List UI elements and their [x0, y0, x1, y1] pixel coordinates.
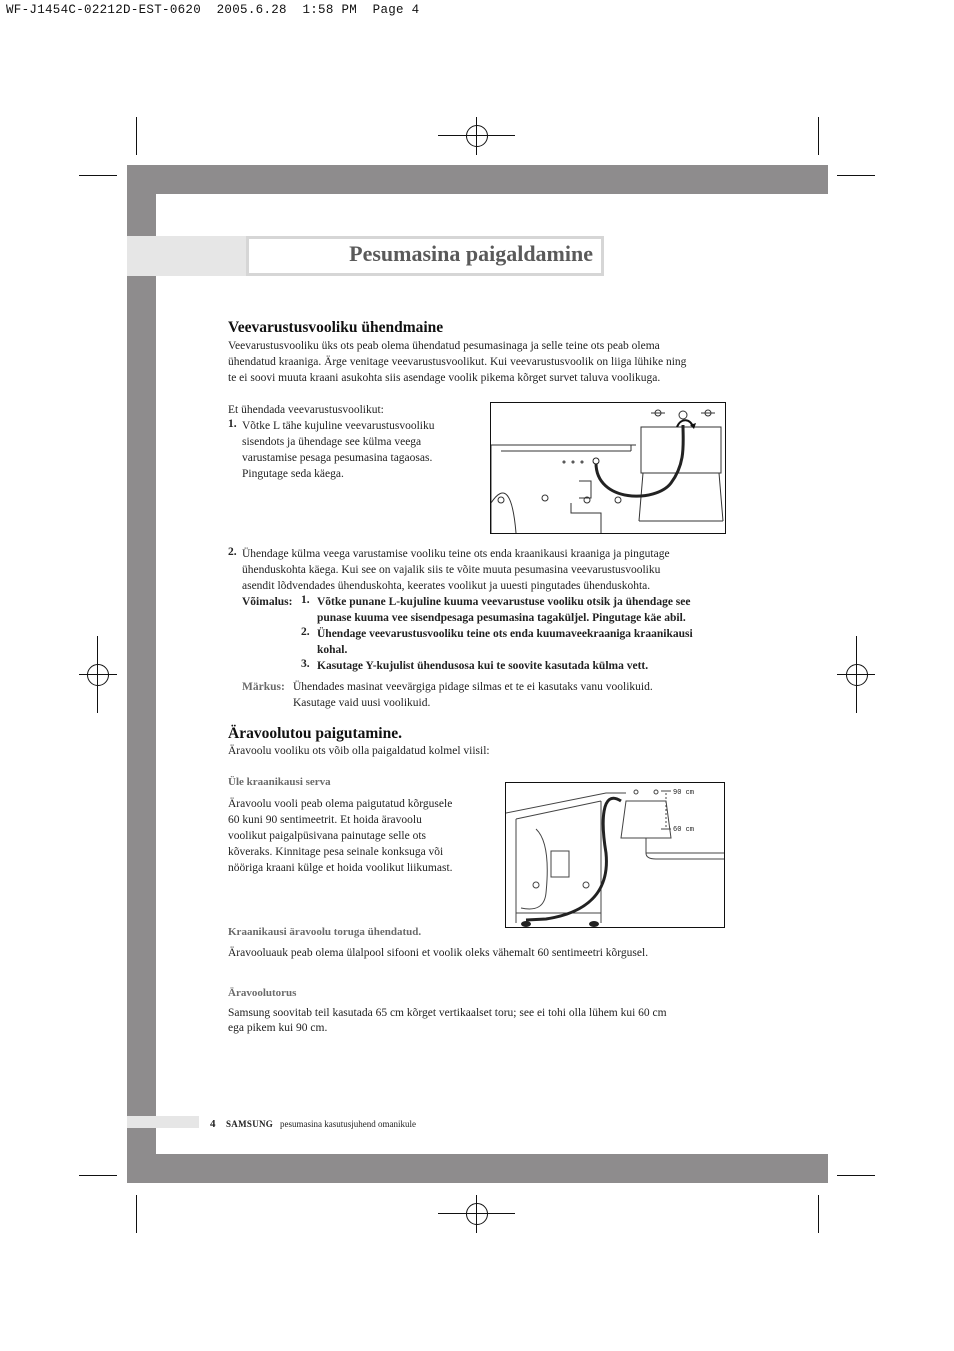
step1-line: varustamise pesaga pesumasina tagaosas.	[242, 452, 433, 464]
drain-hose-figure	[505, 782, 725, 928]
option-line: punase kuuma vee sisendpesaga pesumasina tagaküljel. Pingutage käe abil.	[317, 612, 686, 624]
left-gray-band	[127, 165, 156, 1183]
title-tab	[127, 236, 246, 276]
section-heading-water-supply: Veevarustusvooliku ühendmaine	[228, 319, 444, 336]
footer-text: pesumasina kasutusjuhend omanikule	[280, 1119, 416, 1129]
option-line: Ühendage veevarustusvooliku teine ots enda kuumaveekraaniga kraanikausi	[317, 628, 693, 640]
sub1-line: Äravoolu vooli peab olema paigutatud kõrgusele	[228, 798, 453, 810]
sub1-line: 60 kuni 90 sentimeetrit. Et hoida äravoolu	[228, 814, 422, 826]
page-number: 4	[210, 1118, 216, 1130]
sub1-line: kõveraks. Kinnitage pesa seinale konksuga või	[228, 846, 444, 858]
crop-mark	[79, 175, 117, 176]
crop-mark	[837, 175, 875, 176]
step2-line: Ühendage külma veega varustamise vooliku teine ots enda kraanikausi kraaniga ja pingutage	[242, 548, 670, 560]
crop-mark	[837, 1175, 875, 1176]
page-title: Pesumasina paigaldamine	[349, 241, 593, 266]
step1-line: sisendots ja ühendage see külma veega	[242, 436, 422, 448]
paragraph-line: te ei soovi muuta kraani asukohta siis asendage voolik pikema kõrget survet taluva voolikuga.	[228, 372, 661, 384]
step1-line: Võtke L tähe kujuline veevarustusvooliku	[242, 420, 435, 432]
subheading-drain-pipe: Äravoolutorus	[228, 987, 297, 999]
bottom-gray-band	[127, 1154, 828, 1183]
step1-line: Pingutage seda käega.	[242, 468, 344, 480]
note-label: Märkus:	[242, 681, 285, 693]
sub3-line: Samsung soovitab teil kasutada 65 cm kõrget vertikaalset toru; see ei tohi olla lühem kui 60 cm	[228, 1007, 667, 1019]
registration-circle	[466, 125, 488, 147]
footer-brand: SAMSUNG	[226, 1119, 274, 1129]
top-gray-band	[127, 165, 828, 194]
note-line: Ühendades masinat veevärgiga pidage silmas et te ei kasutaks vanu voolikuid.	[293, 681, 653, 693]
footer-tab	[127, 1116, 199, 1128]
sub1-line: voolikut paigalpüsivana painutage selle ots	[228, 830, 427, 842]
step-number: 1.	[228, 418, 237, 430]
subheading-sink-drain: Kraanikausi äravoolu toruga ühendatud.	[228, 926, 422, 938]
crop-mark	[818, 117, 819, 155]
paragraph-line: Veevarustusvooliku üks ots peab olema ühendatud pesumasinaga ja selle teine ots peab olema	[228, 340, 660, 352]
note-line: Kasutage vaid uusi voolikuid.	[293, 697, 431, 709]
step2-line: ühenduskohta käega. Kui see on vajalik siis te võite muuta pesumasina veevarustusvooliku	[242, 564, 661, 576]
option-label: Võimalus:	[242, 596, 293, 608]
water-hose-figure	[490, 402, 726, 534]
title-box	[246, 236, 604, 276]
section-heading-drain: Äravoolutou paigutamine.	[228, 725, 402, 742]
option-line: Kasutage Y-kujulist ühendusosa kui te soovite kasutada külma vett.	[317, 660, 649, 672]
option-number: 2.	[301, 626, 310, 638]
lead-text: Et ühendada veevarustusvoolikut:	[228, 404, 384, 416]
option-line: Võtke punane L-kujuline kuuma veevarustuse vooliku otsik ja ühendage see	[317, 596, 691, 608]
crop-mark	[136, 1195, 137, 1233]
step-number: 2.	[228, 546, 237, 558]
crop-mark	[136, 117, 137, 155]
step2-line: asendit lõdvendades ühenduskohta, keerates voolikut ja uuesti pingutades ühenduskohta.	[242, 580, 651, 592]
height-label-90: 90 cm	[673, 789, 695, 797]
sub1-line: nööriga kraani külge et hoida voolikut liikumast.	[228, 862, 453, 874]
option-number: 3.	[301, 658, 310, 670]
print-slug: WF-J1454C-02212D-EST-0620 2005.6.28 1:58 PM Page 4	[6, 3, 420, 17]
subheading-over-sink: Üle kraanikausi serva	[228, 776, 331, 788]
crop-mark	[818, 1195, 819, 1233]
paragraph-line: ühendatud kraaniga. Ärge venitage veevarustusvoolikut. Kui veevarustusvoolik on liiga lühike ning	[228, 356, 687, 368]
option-line: kohal.	[317, 644, 348, 656]
registration-circle	[846, 664, 868, 686]
drain-hose-illustration	[506, 783, 724, 927]
registration-circle	[87, 664, 109, 686]
registration-circle	[466, 1203, 488, 1225]
height-label-60: 60 cm	[673, 826, 695, 834]
crop-mark	[79, 1175, 117, 1176]
option-number: 1.	[301, 594, 310, 606]
sub2-text: Äravooluauk peab olema ülalpool sifooni et voolik oleks vähemalt 60 sentimeetri kõrgusel.	[228, 947, 649, 959]
sub3-line: ega pikem kui 90 cm.	[228, 1022, 328, 1034]
section-intro: Äravoolu vooliku ots võib olla paigaldatud kolmel viisil:	[228, 745, 490, 757]
water-hose-illustration	[491, 403, 725, 533]
